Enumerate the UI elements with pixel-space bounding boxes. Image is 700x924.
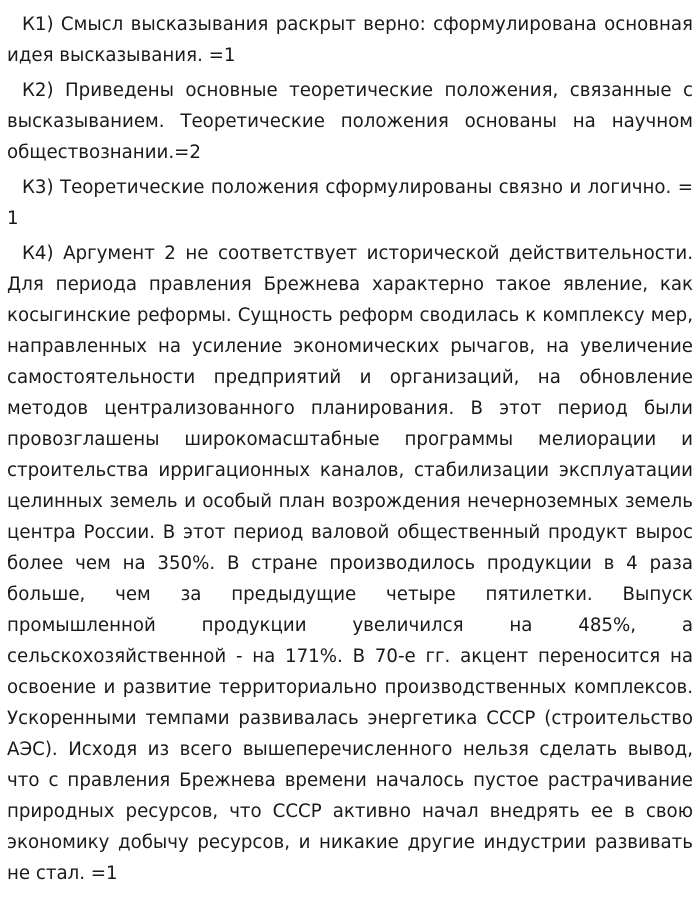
criterion-k1-paragraph: К1) Смысл высказывания раскрыт верно: сформулирована основная идея высказывания. =1 bbox=[7, 14, 693, 66]
criterion-k2-paragraph: К2) Приведены основные теоретические положения, связанные с высказыванием. Теоретические положения основаны на научном обществознании.=2 bbox=[7, 80, 693, 163]
criterion-k4-paragraph: К4) Аргумент 2 не соответствует исторической действительности. Для периода правления Брежнева характерно такое явление, как косыгинские реформы. Сущность реформ сводилась к комплексу мер, направленных на усиление экономических рычагов, на увеличение самостоятельности предприятий и организаций, на обновление методов централизованного планирования. В этот период были провозглашены широкомасштабные программы мелиорации и строительства ирригационных каналов, стабилизации эксплуатации целинных земель и особый план возрождения нечерноземных земель центра России. В этот период валовой общественный продукт вырос более чем на 350%. В стране производилось продукции в 4 раза больше, чем за предыдущие четыре пятилетки. Выпуск промышленной продукции увеличился на 485%, а сельскохозяйственной - на 171%. В 70-е гг. акцент переносится на освоение и развитие территориально производственных комплексов. Ускоренными темпами развивалась энергетика СССР (строительство АЭС). Исходя из всего вышеперечисленного нельзя сделать вывод, что с правления Брежнева времени началось пустое растрачивание природных ресурсов, что СССР активно начал внедрять ее в свою экономику добычу ресурсов, и никакие другие индустрии развивать не стал. =1 bbox=[7, 243, 693, 884]
criterion-k3-paragraph: К3) Теоретические положения сформулированы связно и логично. = 1 bbox=[7, 177, 693, 229]
